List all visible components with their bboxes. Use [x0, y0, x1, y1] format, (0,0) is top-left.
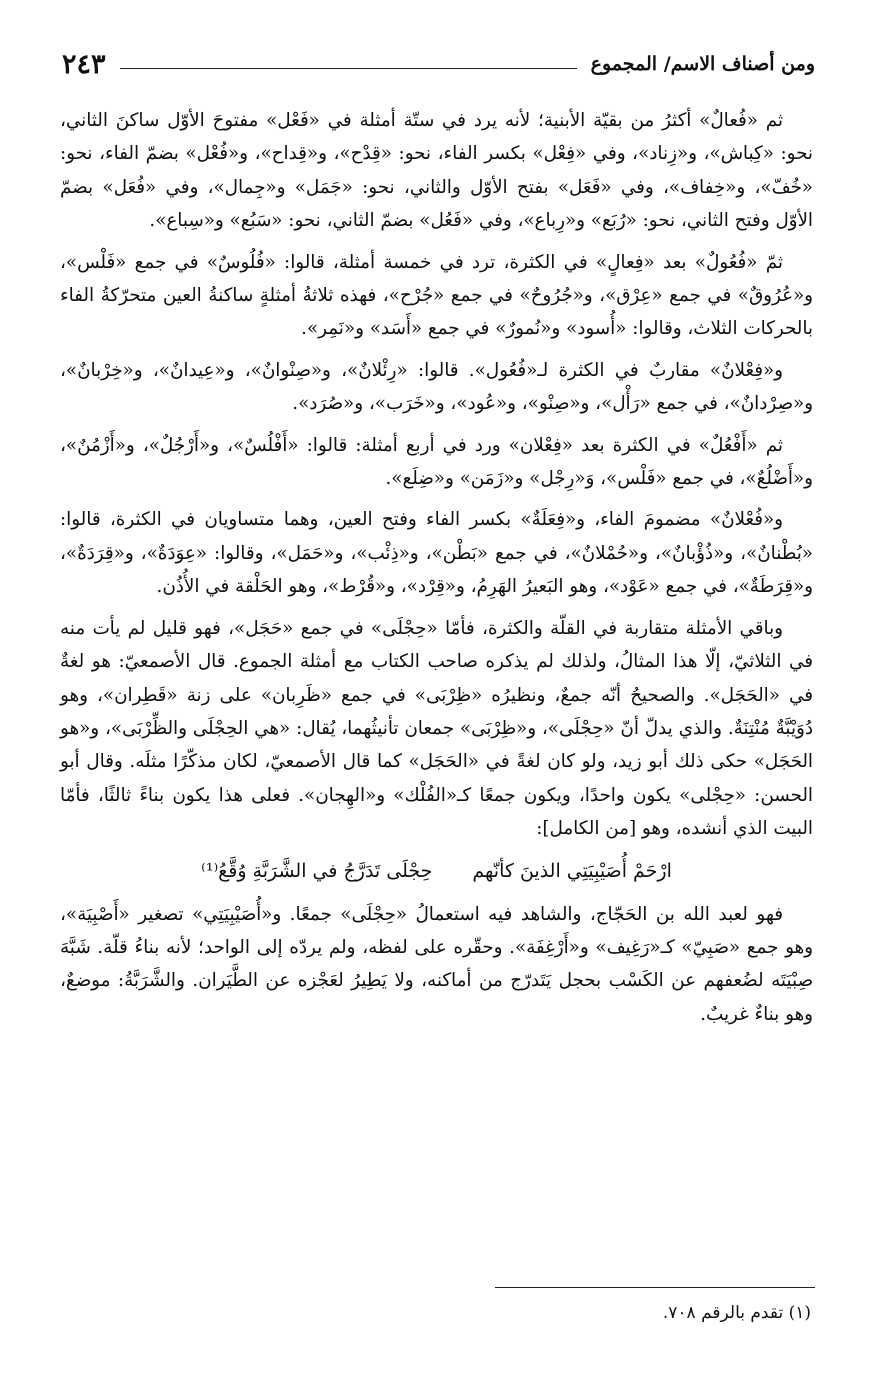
poetry-verse: [60, 854, 813, 888]
paragraph: ثم «أَفْعُلٌ» في الكثرة بعد «فِعْلان» ورد في أربع أمثلة: قالوا: «أَفْلُسٌ»، و«أَرْجُلٌ»، و«أَزْمُنٌ»، و«أَضْلُعٌ»، في جمع «فَلْس»، وَ«رِجْل» و«زَمَن» و«ضِلَع».: [60, 434, 813, 490]
page-header: [62, 44, 815, 84]
verse-hemistich-second: حِجْلَى تَدَرَّجُ في الشَّرَبَّةِ وُقَّعُ⁽¹⁾: [201, 859, 433, 882]
header-rule: [120, 68, 577, 69]
main-text: [60, 104, 813, 1039]
running-title: ومن أصناف الاسم/ المجموع: [590, 53, 815, 75]
footnote: (١) تقدم بالرقم ٧٠٨.: [662, 1303, 811, 1323]
paragraph: و«فِعْلانٌ» مقاربٌ في الكثرة لـ«فُعُول». قالوا: «رِئْلانٌ»، و«صِنْوانٌ»، و«عِيدانٌ»، و«خِرْبانٌ»، و«صِرْدانٌ»، في جمع «رَأْل»، و«صِنْو»، و«عُود»، و«خَرَب»، و«صُرَد».: [60, 359, 813, 415]
paragraph: و«فُعْلانٌ» مضمومَ الفاء، و«فِعَلَةٌ» بكسر الفاء وفتح العين، وهما متساويان في الكثرة، قالوا: «بُطْنانٌ»، و«ذُؤْبانٌ»، و«حُمْلانٌ»، في جمع «بَطْن»، و«ذِئْب»، و«حَمَل»، وقالوا: «عِوَدَةٌ»، و«قِرَدَةٌ»، و«قِرَطَةٌ»، في جمع «عَوْد»، وهو البَعيرُ الهَرِمُ، و«قِرْد»، و«قُرْط»، وهو الحَلْقة في الأُذُن.: [60, 509, 813, 598]
paragraph: ثم «فُعالٌ» أكثرُ من بقيّة الأبنية؛ لأنه يرد في ستّة أمثلة في «فَعْل» مفتوحَ الأوّل ساكنَ الثاني، نحو: «كِباش»، و«زِناد»، وفي «فِعْل» بكسر الفاء، نحو: «قِدْح»، و«قِداح»، و«فُعْل» بضمّ الفاء، نحو: «خُفّ»، و«خِفاف»، وفي «فَعَل» بفتح الأوّل والثاني، نحو: «جَمَل» و«جِمال»، وفي «فُعَل» بضمّ الأوّل وفتح الثاني، نحو: «رُبَع» و«رِباع»، وفي «فَعُل» بضمّ الثاني، نحو: «سَبُع» و«سِباع».: [60, 110, 813, 232]
footnote-rule: [495, 1287, 815, 1288]
paragraph: ثمّ «فُعُولٌ» بعد «فِعالٍ» في الكثرة، ترد في خمسة أمثلة، قالوا: «فُلُوسٌ» في جمع «فَلْس»، و«عُرُوقٌ» في جمع «عِرْق»، و«جُرُوحٌ» في جمع «جُرْح»، فهذه ثلاثةُ أمثلةٍ ساكنةُ العين متحرّكةُ الفاء بالحركات الثلاث، وقالوا: «أُسود» و«نُمورٌ» في جمع «أَسَد» و«نَمِر».: [60, 251, 813, 340]
page-number: ٢٤٣: [62, 48, 106, 80]
paragraph: وباقي الأمثلة متقاربة في القلّة والكثرة، فأمّا «حِجْلَى» في جمع «حَجَل»، فهو قليل لم يأت منه في الثلاثيّ، إلّا هذا المثالُ، ولذلك لم يذكره صاحب الكتاب مع أمثلة الجموع. قال الأصمعيّ: هو لغةٌ في «الحَجَل». والصحيحُ أنّه جمعٌ، ونظيرُه «ظِرْبَى» في جمع «ظَرِبان» على زنة «قَطِران»، وهو دُوَيْبَّةٌ مُنْتِنَةٌ. والذي يدلّ أنّ «حِجْلَى»، و«ظِرْبَى» جمعان تأنيثُهما، يُقال: «هي الحِجْلَى والظِّرْبَى»، و«هو الحَجَل» حكى ذلك أبو زيد، ولو كان لغةً في «الحَجَل» كما قال الأصمعيّ، لكان مذكّرًا مثلَه. وقال أبو الحسن: «حِجْلى» يكون واحدًا، ويكون جمعًا كـ«الفُلْك» و«الهِجان». فعلى هذا يكون بناءً ثالثًا، فأمّا البيت الذي أنشده، وهو [من الكامل]:: [60, 617, 813, 840]
paragraph: فهو لعبد الله بن الحَجّاج، والشاهد فيه استعمالُ «حِجْلَى» جمعًا. و«أُصَيْبِيَتِي» تصغير «أَصْبِيَة»، وهو جمع «صَبِيّ» كـ«رَغِيف» و«أَرْغِفَة». وحقّره على لفظه، ولم يردّه إلى الواحد؛ لأنه بناءُ قلّة. شَبَّهَ صِبْيَتَه لضُعفهم عن الكَسْب بحجل يَتَدرّج من أماكنه، ولا يَطِيرُ لعَجْزه عن الطَّيَران. والشَّرَبَّةُ: موضعٌ، وهو بناءٌ غريبٌ.: [60, 903, 813, 1025]
verse-hemistich-first: ارْحَمْ أُصَيْبِيَتِي الذينَ كأنّهم: [472, 859, 672, 882]
